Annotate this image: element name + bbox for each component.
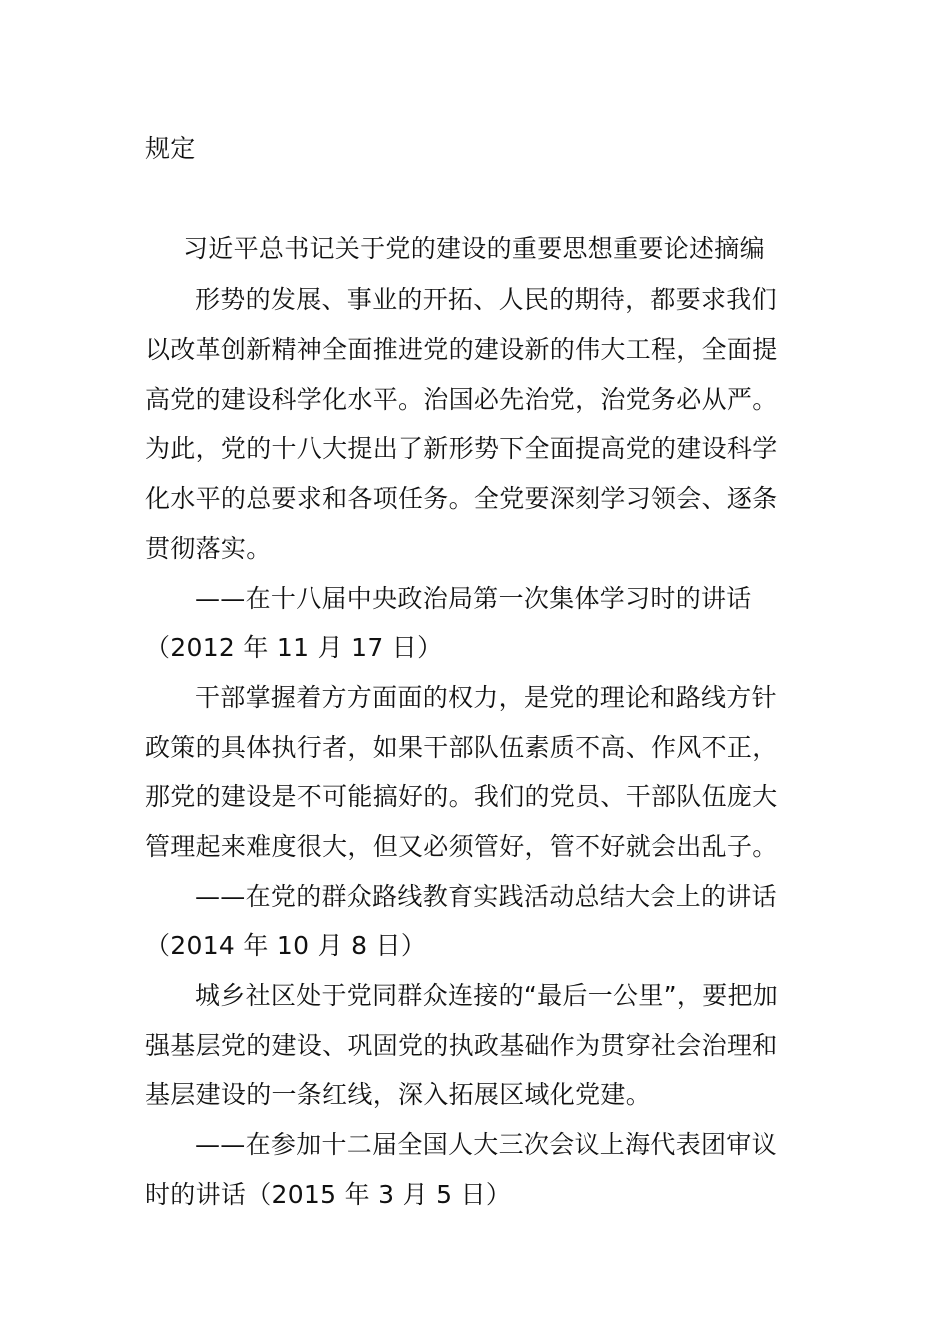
citation-line: 时的讲话（2015 年 3 月 5 日） [145, 1180, 512, 1209]
paragraph-line: 高党的建设科学化水平。治国必先治党，治党务必从严。 [145, 385, 778, 414]
paragraph-line: 为此，党的十八大提出了新形势下全面提高党的建设科学 [145, 434, 778, 463]
citation-line: ——在党的群众路线教育实践活动总结大会上的讲话 [195, 882, 777, 911]
citation-line: （2012 年 11 月 17 日） [145, 633, 443, 662]
paragraph-line: 管理起来难度很大，但又必须管好，管不好就会出乱子。 [145, 832, 778, 861]
citation-line: （2014 年 10 月 8 日） [145, 931, 427, 960]
paragraph-line: 那党的建设是不可能搞好的。我们的党员、干部队伍庞大 [145, 782, 778, 811]
paragraph-line: 干部掌握着方方面面的权力，是党的理论和路线方针 [195, 683, 777, 712]
paragraph-line: 以改革创新精神全面推进党的建设新的伟大工程，全面提 [145, 335, 778, 364]
citation-line: ——在参加十二届全国人大三次会议上海代表团审议 [195, 1130, 777, 1159]
paragraph-line: 基层建设的一条红线，深入拓展区域化党建。 [145, 1080, 652, 1109]
page-heading: 规定 [145, 134, 196, 163]
paragraph-line: 强基层党的建设、巩固党的执政基础作为贯穿社会治理和 [145, 1031, 778, 1060]
paragraph-line: 形势的发展、事业的开拓、人民的期待，都要求我们 [195, 285, 777, 314]
paragraph-line: 贯彻落实。 [145, 534, 272, 563]
paragraph-line: 化水平的总要求和各项任务。全党要深刻学习领会、逐条 [145, 484, 778, 513]
citation-line: ——在十八届中央政治局第一次集体学习时的讲话 [195, 584, 752, 613]
section-title: 习近平总书记关于党的建设的重要思想重要论述摘编 [183, 234, 765, 263]
paragraph-line: 政策的具体执行者，如果干部队伍素质不高、作风不正， [145, 733, 778, 762]
paragraph-line: 城乡社区处于党同群众连接的“最后一公里”，要把加 [195, 981, 779, 1010]
